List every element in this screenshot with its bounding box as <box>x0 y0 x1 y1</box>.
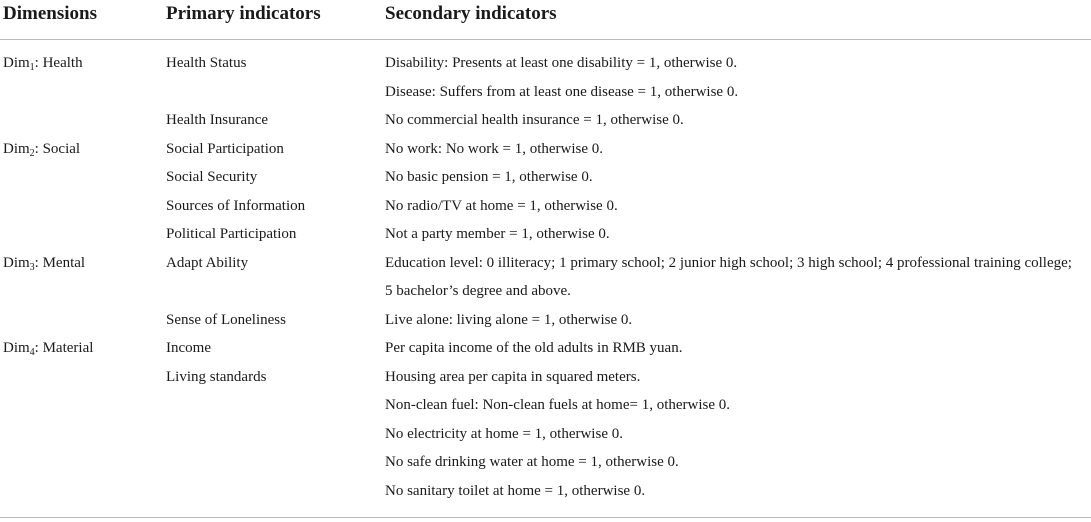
secondary-indicator-cell: No radio/TV at home = 1, otherwise 0. <box>385 197 618 214</box>
secondary-indicator-cell: Not a party member = 1, otherwise 0. <box>385 226 610 242</box>
secondary-indicator-cell: Education level: 0 illiteracy; 1 primary school; 2 junior high school; 3 high school; 4 professional training college; 5 bachelor’s degree and above. <box>385 254 1072 299</box>
secondary-indicator-cell: Housing area per capita in squared meters. <box>385 368 641 385</box>
secondary-indicator-cell: No basic pension = 1, otherwise 0. <box>385 169 593 185</box>
secondary-indicator-cell: Non-clean fuel: Non-clean fuels at home= 1, otherwise 0. <box>385 397 731 413</box>
header-rule <box>0 39 1091 40</box>
dimension-cell: Dim$_2$: Social <box>3 140 81 159</box>
primary-indicator-cell: Sources of Information <box>166 197 306 214</box>
dimension-cell: Dim$_4$: Material <box>3 340 94 358</box>
secondary-indicator-cell: No work: No work = 1, otherwise 0. <box>385 140 604 157</box>
secondary-indicator-cell: No safe drinking water at home = 1, otherwise 0. <box>385 454 679 470</box>
primary-indicator-cell: Sense of Loneliness <box>166 311 286 328</box>
secondary-indicator-cell: Disability: Presents at least one disability = 1, otherwise 0. <box>385 55 738 71</box>
secondary-indicator-cell: Disease: Suffers from at least one disease = 1, otherwise 0. <box>385 83 739 100</box>
primary-indicator-cell: Political Participation <box>166 226 297 242</box>
secondary-indicator-cell: No sanitary toilet at home = 1, otherwise 0. <box>385 482 646 499</box>
primary-indicator-cell: Social Participation <box>166 140 284 157</box>
secondary-indicator-cell: No electricity at home = 1, otherwise 0. <box>385 425 623 442</box>
table-header <box>0 0 1091 40</box>
secondary-indicator-cell: Per capita income of the old adults in RMB yuan. <box>385 340 683 356</box>
dimension-cell: Dim$_1$: Health <box>3 55 83 73</box>
primary-indicator-cell: Income <box>166 340 211 356</box>
header-dimensions: Dimensions <box>3 3 97 24</box>
secondary-indicator-cell: No commercial health insurance = 1, otherwise 0. <box>385 112 684 128</box>
dimension-cell: Dim$_3$: Mental <box>3 254 86 273</box>
header-secondary-indicators: Secondary indicators <box>385 3 557 24</box>
primary-indicator-cell: Health Insurance <box>166 112 269 128</box>
primary-indicator-cell: Adapt Ability <box>166 254 249 271</box>
table-bottom-rule <box>0 517 1091 518</box>
header-primary-indicators: Primary indicators <box>166 3 321 24</box>
primary-indicator-cell: Living standards <box>166 368 267 385</box>
primary-indicator-cell: Health Status <box>166 55 247 71</box>
primary-indicator-cell: Social Security <box>166 169 258 185</box>
secondary-indicator-cell: Live alone: living alone = 1, otherwise 0. <box>385 311 633 328</box>
